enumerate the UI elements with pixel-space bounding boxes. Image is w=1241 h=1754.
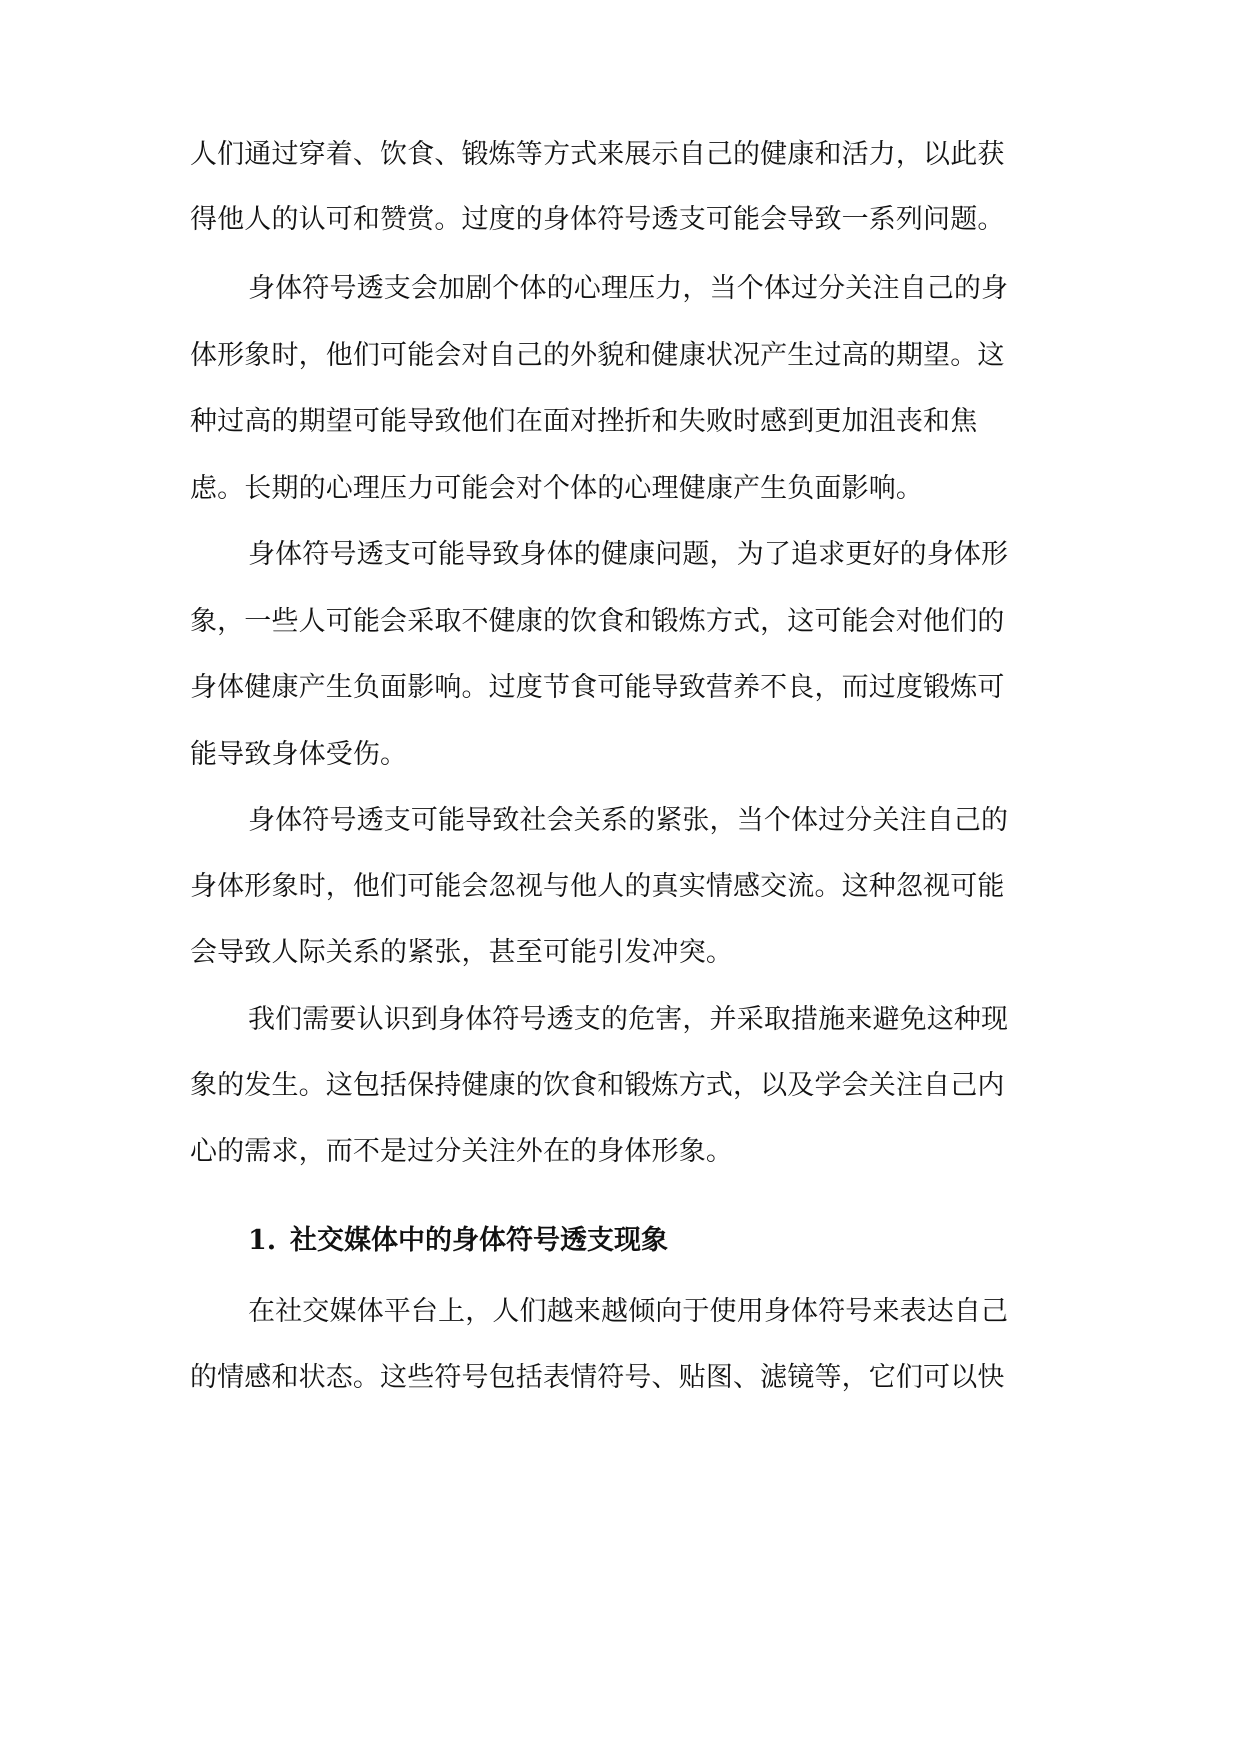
paragraph-3-line-2: 象，一些人可能会采取不健康的饮食和锻炼方式，这可能会对他们的 <box>190 606 1005 637</box>
paragraph-1-line-2: 得他人的认可和赞赏。过度的身体符号透支可能会导致一系列问题。 <box>190 204 1005 235</box>
paragraph-4-line-2: 身体形象时，他们可能会忽视与他人的真实情感交流。这种忽视可能 <box>190 871 1005 902</box>
paragraph-2-line-2: 体形象时，他们可能会对自己的外貌和健康状况产生过高的期望。这 <box>190 340 1005 371</box>
paragraph-3-line-4: 能导致身体受伤。 <box>190 739 408 770</box>
paragraph-2-line-4: 虑。长期的心理压力可能会对个体的心理健康产生负面影响。 <box>190 473 924 504</box>
paragraph-4-line-1: 身体符号透支可能导致社会关系的紧张，当个体过分关注自己的 <box>248 805 1009 836</box>
paragraph-2-line-3: 种过高的期望可能导致他们在面对挫折和失败时感到更加沮丧和焦 <box>190 406 978 437</box>
section-paragraph-1-line-1: 在社交媒体平台上，人们越来越倾向于使用身体符号来表达自己 <box>248 1296 1009 1327</box>
section-heading <box>248 1223 668 1259</box>
section-title: 社交媒体中的身体符号透支现象 <box>290 1225 668 1256</box>
paragraph-5-line-3: 心的需求，而不是过分关注外在的身体形象。 <box>190 1136 733 1167</box>
paragraph-1-line-1: 人们通过穿着、饮食、锻炼等方式来展示自己的健康和活力，以此获 <box>190 139 1005 170</box>
section-number: 1. <box>248 1225 277 1256</box>
paragraph-5-line-2: 象的发生。这包括保持健康的饮食和锻炼方式，以及学会关注自己内 <box>190 1070 1005 1101</box>
paragraph-2-line-1: 身体符号透支会加剧个体的心理压力，当个体过分关注自己的身 <box>248 273 1009 304</box>
paragraph-3-line-1: 身体符号透支可能导致身体的健康问题，为了追求更好的身体形 <box>248 539 1009 570</box>
paragraph-5-line-1: 我们需要认识到身体符号透支的危害，并采取措施来避免这种现 <box>248 1004 1009 1035</box>
section-paragraph-1-line-2: 的情感和状态。这些符号包括表情符号、贴图、滤镜等，它们可以快 <box>190 1362 1005 1393</box>
paragraph-4-line-3: 会导致人际关系的紧张，甚至可能引发冲突。 <box>190 937 733 968</box>
paragraph-3-line-3: 身体健康产生负面影响。过度节食可能导致营养不良，而过度锻炼可 <box>190 672 1005 703</box>
